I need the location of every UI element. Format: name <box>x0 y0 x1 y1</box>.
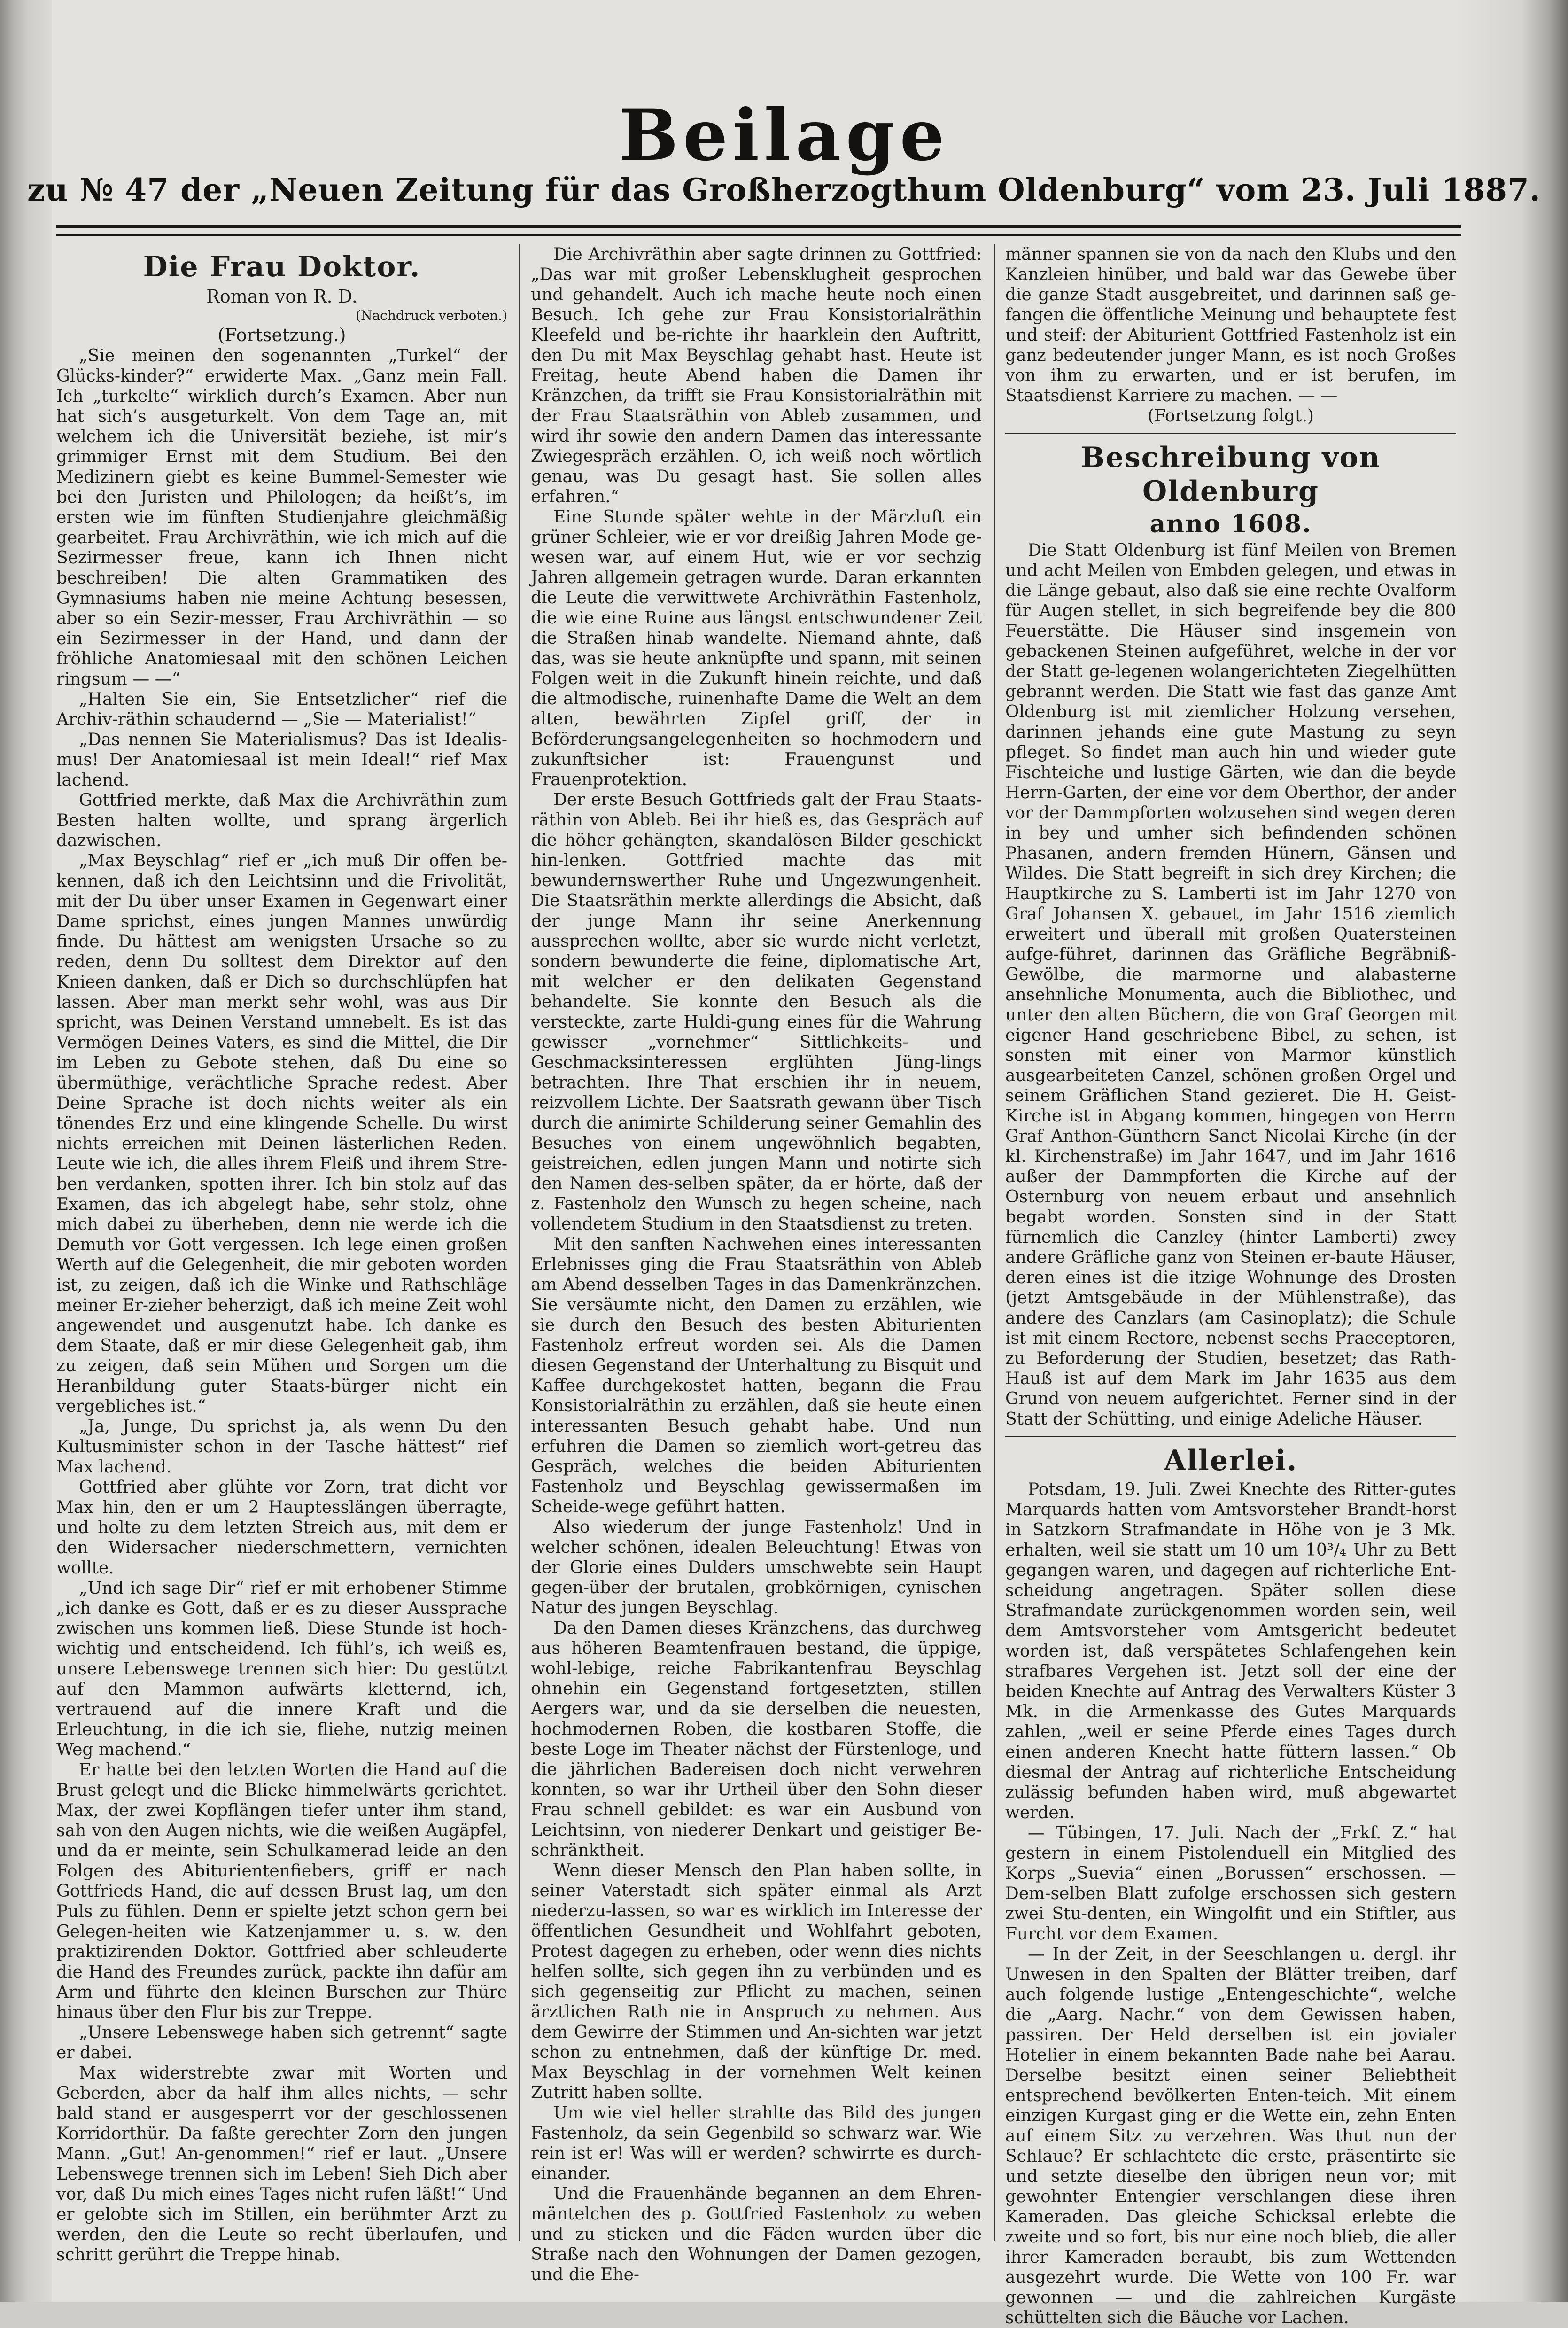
description-title: Beschreibung von Oldenburg <box>1081 441 1381 508</box>
section-rule <box>1005 1436 1456 1437</box>
column-1 <box>56 244 507 2265</box>
description-body <box>1005 540 1456 1429</box>
paragraph: „Max Beyschlag“ rief er „ich muß Dir offen be-kennen, daß ich den Leichtsinn und die Frivolität, mit der Du über unser Examen in Gegenwart einer Dame sprichst, eines jungen Mannes unwürdig finde. Du hättest am wenigsten Ursache so zu reden, denn Du solltest dem Direktor auf den Knieen danken, daß er Dich so durchschlüpfen hat lassen. Aber man merkt sehr wohl, was aus Dir spricht, was Deinen Verstand umnebelt. Es ist das Vermögen Deines Vaters, es sind die Mittel, die Dir im Leben zu Gebote stehen, daß Du eine so übermüthige, verächtliche Sprache redest. Aber Deine Sprache ist doch nichts weiter als ein tönendes Erz und eine klingende Schelle. Du wirst nichts erreichen mit Deinen lästerlichen Reden. Leute wie ich, die alles ihrem Fleiß und ihrem Stre-ben verdanken, spotten ihrer. Ich bin stolz auf das Examen, das ich abgelegt habe, sehr stolz, ohne mich dabei zu überheben, denn nie werde ich die Demuth vor Gott vergessen. Ich lege einen großen Werth auf die Gelegenheit, die mir geboten worden ist, zu zeigen, daß ich die Winke und Rathschläge meiner Er-zieher beherzigt, daß ich meine Zeit wohl angewendet und ausgenutzt habe. Ich danke es dem Staate, daß er mir diese Gelegenheit gab, ihm zu zeigen, daß sein Mühen und Sorgen um die Heranbildung guter Staats-bürger nicht ein vergebliches ist.“ <box>56 851 507 1416</box>
paragraph: „Das nennen Sie Materialismus? Das ist Idealis-mus! Der Anatomiesaal ist mein Ideal!“ rief Max lachend. <box>56 730 507 790</box>
description-subtitle: anno 1608. <box>1149 510 1312 538</box>
paragraph: Also wiederum der junge Fastenholz! Und in welcher schönen, idealen Beleuchtung! Etwas von der Glorie eines Dulders umschwebte sein Haupt gegen-über der brutalen, grobkörnigen, cynischen Natur des jungen Beyschlag. <box>531 1518 982 1618</box>
masthead-rule <box>56 225 1461 236</box>
misc-title: Allerlei. <box>1164 1444 1298 1477</box>
story-paragraph: männer spannen sie von da nach den Klubs und den Kanzleien hinüber, und bald war das Gewebe über die ganze Stadt ausgebreitet, und darinnen saß ge-fangen die öffentliche Meinung und behauptete fest und steif: der Abiturient Gottfried Fastenholz ist ein ganz bedeutender junger Mann, es ist noch Großes von ihm zu erwarten, und er ist berufen, im Staatsdienst Karriere zu machen. — — <box>1005 245 1456 405</box>
paragraph: Der erste Besuch Gottfrieds galt der Frau Staats-räthin von Ableb. Bei ihr hieß es, das Gespräch auf die höher gehängten, skandalösen Bilder geschickt hin-lenken. Gottfried machte das mit bewundernswerther Ruhe und Ungezwungenheit. Die Staatsräthin merkte allerdings die Absicht, daß der junge Mann ihr seine Anerkennung aussprechen wollte, aber sie wurde nicht verletzt, sondern bewunderte die feine, diplomatische Art, mit welcher er den delikaten Gegenstand behandelte. Sie konnte den Besuch als die versteckte, zarte Huldi-gung eines für die Wahrung gewisser „vornehmer“ Sittlichkeits- und Geschmacksinteressen erglühten Jüng-lings betrachten. Ihre That erschien ihr in neuem, reizvollem Lichte. Der Saatsrath gewann über Tisch durch die animirte Schilderung seiner Gemahlin des Besuches von einem ungewöhnlich begabten, geistreichen, edlen jungen Mann und notirte sich den Namen des-selben später, da er hörte, daß der z. Fastenholz den Wunsch zu hegen scheine, nach vollendetem Studium in den Staatsdienst zu treten. <box>531 790 982 1234</box>
column-divider <box>519 244 520 2241</box>
page-edge-left <box>0 0 52 2302</box>
paragraph: Eine Stunde später wehte in der Märzluft ein grüner Schleier, wie er vor dreißig Jahren Mode ge-wesen war, auf einem Hut, wie er vor sechzig Jahren allgemein getragen wurde. Daran erkannten die Leute die verwittwete Archivräthin Fastenholz, die wie eine Ruine aus längst entschwundener Zeit die Straßen hinab wandelte. Niemand ahnte, daß das, was sie heute anknüpfte und spann, mit seinen Folgen weit in die Zukunft hinein reichte, und daß die altmodische, ruinenhafte Dame die Welt an dem alten, bewährten Zipfel griff, der in Beförderungsangelegenheiten so hochmodern und zukunftsicher ist: Frauengunst und Frauenprotektion. <box>531 507 982 789</box>
paragraph: — Tübingen, 17. Juli. Nach der „Frkf. Z.“ hat gestern in einem Pistolenduell ein Mitglied des Korps „Suevia“ einen „Borussen“ erschossen. — Dem-selben Blatt zufolge erschossen sich gestern zwei Stu-denten, ein Wingolfit und ein Stiftler, aus Furcht vor dem Examen. <box>1005 1823 1456 1944</box>
story-title: Die Frau Doktor. <box>143 250 421 283</box>
reprint-notice: (Nachdruck verboten.) <box>356 308 507 323</box>
paragraph: Er hatte bei den letzten Worten die Hand auf die Brust gelegt und die Blicke himmelwärts gerichtet. Max, der zwei Kopflängen tiefer unter ihm stand, sah von den Augen nichts, wie die weißen Augäpfel, und da er meinte, sein Schulkamerad leide an den Folgen des Abiturientenfiebers, griff er nach Gottfrieds Hand, die auf dessen Brust lag, um den Puls zu fühlen. Denn er spielte jetzt schon gern bei Gelegen-heiten wie Katzenjammer u. s. w. den praktizirenden Doktor. Gottfried aber schleuderte die Hand des Freundes zurück, packte ihn dafür am Arm und führte den kleinen Burschen zur Thüre hinaus über den Flur bis zur Treppe. <box>56 1760 507 2022</box>
paragraph: „Sie meinen den sogenannten „Turkel“ der Glücks-kinder?“ erwiderte Max. „Ganz mein Fall. Ich „turkelte“ wirklich durch’s Examen. Aber nun hat sich’s ausgeturkelt. Von dem Tage an, mit welchem ich die Universität beziehe, ist mir’s grimmiger Ernst mit dem Studium. Bei den Medizinern giebt es keine Bummel-Semester wie bei den Juristen und Philologen; da heißt’s, im ersten wie im fünften Studienjahre gleichmäßig gearbeitet. Frau Archivräthin, wie ich mich auf die Sezirmesser freue, kann ich Ihnen nicht beschreiben! Die alten Grammatiken des Gymnasiums haben nie meine Achtung besessen, aber so ein Sezir-messer, Frau Archivräthin — so ein Sezirmesser in der Hand, und dann der fröhliche Anatomiesaal mit den schönen Leichen ringsum — —“ <box>56 346 507 689</box>
paragraph: Die Statt Oldenburg ist fünf Meilen von Bremen und acht Meilen von Embden gelegen, und etwas in die Länge gebaut, also daß sie eine rechte Ovalform für Augen stellet, in sich begreifende bey die 800 Feuerstätte. Die Häuser sind insgemein von gebackenen Steinen aufgeführet, welche in der vor der Statt ge-legenen wolangerichteten Ziegelhütten gebrannt werden. Die Statt wie fast das ganze Amt Oldenburg ist mit ziemlicher Holzung versehen, darinnen jehands eine gute Mastung zu seyn pfleget. So findet man auch hin und wieder gute Fischteiche und lustige Gärten, wie dan die beyde Herrn-Garten, der eine vor dem Oberthor, der ander vor der Dammpforten wolzusehen sind wegen deren in bey und umher sich befindenden schönen Phasanen, andern fremden Hünern, Gänsen und Wildes. Die Statt begreift in sich drey Kirchen; die Hauptkirche zu S. Lamberti ist im Jahr 1270 von Graf Johansen X. gebauet, im Jahr 1516 ziemlich erweitert und überall mit großen Quatersteinen aufge-führet, darinnen das Gräfliche Begräbniß-Gewölbe, die marmorne und alabasterne ansehnliche Monumenta, auch die Bibliothec, und unter den alten Büchern, die von Graf Georgen mit eigener Hand geschriebene Bibel, zu sehen, ist sonsten mit einer von Marmor künstlich ausgearbeiteten Canzel, schönen großen Orgel und seinem Gräflichen Stand gezieret. Die H. Geist-Kirche ist in Abgang kommen, hingegen von Herrn Graf Anthon-Günthern Sanct Nicolai Kirche (in der kl. Kirchenstraße) im Jahr 1647, und im Jahr 1616 außer der Dammpforten die Kirche auf der Osternburg von neuem erbaut und ansehnlich begabt worden. Sonsten sind in der Statt fürnemlich die Canzley (hinter Lamberti) zwey andere Gräfliche ganz von Steinen er-baute Häuser, deren eines ist die itzige Wohnunge des Drosten (jetzt Amtsgebäude in der Mühlenstraße), das andere des Canzlars (am Casinoplatz); die Schule ist mit einem Rectore, nebenst sechs Praeceptoren, zu Beforderung der Studien, besetzet; das Rath-Hauß ist auf dem Mark im Jahr 1635 aus dem Grund von neuem aufgerichtet. Ferner sind in der Statt der Schütting, und einige Adeliche Häuser. <box>1005 541 1456 1429</box>
column-2 <box>531 244 982 2284</box>
paragraph: Potsdam, 19. Juli. Zwei Knechte des Ritter-gutes Marquards hatten vom Amtsvorsteher Brandt-horst in Satzkorn Strafmandate in Höhe von je 3 Mk. erhalten, weil sie statt um 10 um 10³/₄ Uhr zu Bett gegangen waren, und dagegen auf richterliche Ent-scheidung angetragen. Später sollen diese Strafmandate zurückgenommen worden sein, weil dem Amtsvorsteher vom Amtsgericht bedeutet worden ist, daß verspätetes Schlafengehen kein strafbares Vergehen ist. Jetzt soll der eine der beiden Knechte auf Antrag des Verwalters Küster 3 Mk. in die Armenkasse des Gutes Marquards zahlen, „weil er seine Pferde eines Tages durch einen anderen Knecht hatte füttern lassen.“ Ob diesmal der Antrag auf richterliche Entscheidung zulässig befunden haben wird, muß abgewartet werden. <box>1005 1480 1456 1822</box>
masthead-title: Beilage <box>619 94 949 177</box>
section-rule <box>1005 433 1456 434</box>
paragraph: Und die Frauenhände begannen an dem Ehren-mäntelchen des p. Gottfried Fastenholz zu weben und zu sticken und die Fäden wurden über die Straße nach den Wohnungen der Damen gezogen, und die Ehe- <box>531 2184 982 2284</box>
paragraph: Da den Damen dieses Kränzchens, das durchweg aus höheren Beamtenfrauen bestand, die üppige, wohl-lebige, reiche Fabrikantenfrau Beyschlag ohnehin ein Gegenstand fortgesetzten, stillen Aergers war, und da sie derselben die neuesten, hochmodernen Roben, die kostbaren Stoffe, die beste Loge im Theater nächst der Fürstenloge, und die jährlichen Badereisen doch nicht verwehren konnten, so war ihr Urtheil über den Sohn dieser Frau schnell gebildet: es war ein Ausbund von Leichtsinn, von niederer Denkart und geistiger Be-schränktheit. <box>531 1619 982 1860</box>
story-body-col2 <box>531 244 982 2285</box>
continued-label: (Fortsetzung.) <box>217 325 346 345</box>
paragraph: Um wie viel heller strahlte das Bild des jungen Fastenholz, da sein Gegenbild so schwarz war. Wie rein ist er! Was will er werden? schwirrte es durch-einander. <box>531 2103 982 2183</box>
masthead-subtitle: zu № 47 der „Neuen Zeitung für das Großherzogthum Oldenburg“ vom 23. Juli 1887. <box>27 171 1541 208</box>
paragraph: „Und ich sage Dir“ rief er mit erhobener Stimme „ich danke es Gott, daß er es zu dieser Aussprache zwischen uns kommen ließ. Diese Stunde ist hoch-wichtig und entscheidend. Ich fühl’s, ich weiß es, unsere Lebenswege trennen sich hier: Du gestützt auf den Mammon aufwärts kletternd, ich, vertrauend auf die innere Kraft und die Erleuchtung, in die ich sie, fliehe, nutzig meinen Weg machend.“ <box>56 1579 507 1760</box>
paragraph: „Halten Sie ein, Sie Entsetzlicher“ rief die Archiv-räthin schaudernd — „Sie — Materialist!“ <box>56 690 507 729</box>
paragraph: Wenn dieser Mensch den Plan haben sollte, in seiner Vaterstadt sich später einmal als Arzt niederzu-lassen, so war es wirklich im Interesse der öffentlichen Gesundheit und Wohlfahrt geboten, Protest dagegen zu erheben, oder wenn dies nichts helfen sollte, sich gegen ihn zu verbünden und es sich gegenseitig zur Pflicht zu machen, seinen ärztlichen Rath nie in Anspruch zu nehmen. Aus dem Gewirre der Stimmen und An-sichten war jetzt schon zu entnehmen, daß der künftige Dr. med. Max Beyschlag in der vornehmen Welt keinen Zutritt haben sollte. <box>531 1861 982 2102</box>
misc-body <box>1005 1479 1456 2328</box>
paragraph: Gottfried merkte, daß Max die Archivräthin zum Besten halten wollte, und sprang ärgerlich dazwischen. <box>56 791 507 850</box>
paragraph: Max widerstrebte zwar mit Worten und Geberden, aber da half ihm alles nichts, — sehr bald stand er ausgesperrt vor der geschlossenen Korridorthür. Da faßte gerechter Zorn den jungen Mann. „Gut! An-genommen!“ rief er laut. „Unsere Lebenswege trennen sich im Leben! Sieh Dich aber vor, daß Du mich eines Tages nicht rufen läßt!“ Und er gelobte sich im Stillen, ein berühmter Arzt zu werden, den die Leute so recht überlaufen, und schritt gerührt die Treppe hinab. <box>56 2063 507 2265</box>
page-edge-right <box>1455 0 1568 2302</box>
paragraph: — In der Zeit, in der Seeschlangen u. dergl. ihr Unwesen in den Spalten der Blätter treiben, darf auch folgende lustige „Entengeschichte“, welche die „Aarg. Nachr.“ von dem Gewissen haben, passiren. Der Held derselben ist ein jovialer Hotelier in einem bekannten Bade nahe bei Aarau. Derselbe besitzt einen seiner Beliebtheit entsprechend bevölkerten Enten-teich. Mit einem einzigen Kurgast ging er die Wette ein, zehn Enten auf einem Sitz zu verzehren. Was thut nun der Schlaue? Er schlachtete die erste, präsentirte sie und setzte dieselbe den übrigen neun vor; mit gewohnter Entengier verschlangen diese ihren Kameraden. Das gleiche Schicksal erlebte die zweite und so fort, bis nur eine noch blieb, die aller ihrer Kameraden beraubt, bis zum Wettenden ausgezehrt wurde. Die Wette von 100 Fr. war gewonnen — und die zahlreichen Kurgäste schüttelten sich die Bäuche vor Lachen. <box>1005 1945 1456 2328</box>
to-be-continued: (Fortsetzung folgt.) <box>1148 406 1314 426</box>
story-body-col1 <box>56 346 507 2265</box>
paragraph: Mit den sanften Nachwehen eines interessanten Erlebnisses ging die Frau Staatsräthin von Ableb am Abend desselben Tages in das Damenkränzchen. Sie versäumte nicht, den Damen zu erzählen, wie sie durch den Besuch des besten Abiturienten Fastenholz erfreut worden sei. Als die Damen diesen Gegenstand der Unterhaltung zu Bisquit und Kaffee durchgekostet hatten, begann die Frau Konsistorialräthin zu erzählen, daß sie heute einen interessanten Besuch gehabt habe. Und nun erfuhren die Damen so ziemlich wort-getreu das Gespräch, welches die beiden Abiturienten Fastenholz und Beyschlag gewissermaßen im Scheide-wege geführt hatten. <box>531 1235 982 1517</box>
column-3 <box>1005 244 1456 2328</box>
column-divider <box>994 244 995 2241</box>
paragraph: Gottfried aber glühte vor Zorn, trat dicht vor Max hin, den er um 2 Hauptesslängen überragte, und holte zu dem letzten Streich aus, mit dem er den Widersacher niederschmettern, vernichten wollte. <box>56 1478 507 1578</box>
paragraph: „Ja, Junge, Du sprichst ja, als wenn Du den Kultusminister schon in der Tasche hättest“ rief Max lachend. <box>56 1417 507 1477</box>
story-author: Roman von R. D. <box>206 286 357 307</box>
paragraph: „Unsere Lebenswege haben sich getrennt“ sagte er dabei. <box>56 2023 507 2063</box>
paragraph: Die Archivräthin aber sagte drinnen zu Gottfried: „Das war mit großer Lebensklugheit gesprochen und gehandelt. Auch ich mache heute noch einen Besuch. Ich gehe zur Frau Konsistorialräthin Kleefeld und be-richte ihr haarklein den Auftritt, den Du mit Max Beyschlag gehabt hast. Heute ist Freitag, heute Abend haben die Damen ihr Kränzchen, da trifft sie Frau Konsistorialräthin mit der Frau Staatsräthin von Ableb zusammen, und wird ihr sowie den andern Damen das interessante Zwiegespräch erzählen. O, ich weiß noch wörtlich genau, was Du gesagt hast. Sie sollen alles erfahren.“ <box>531 245 982 506</box>
